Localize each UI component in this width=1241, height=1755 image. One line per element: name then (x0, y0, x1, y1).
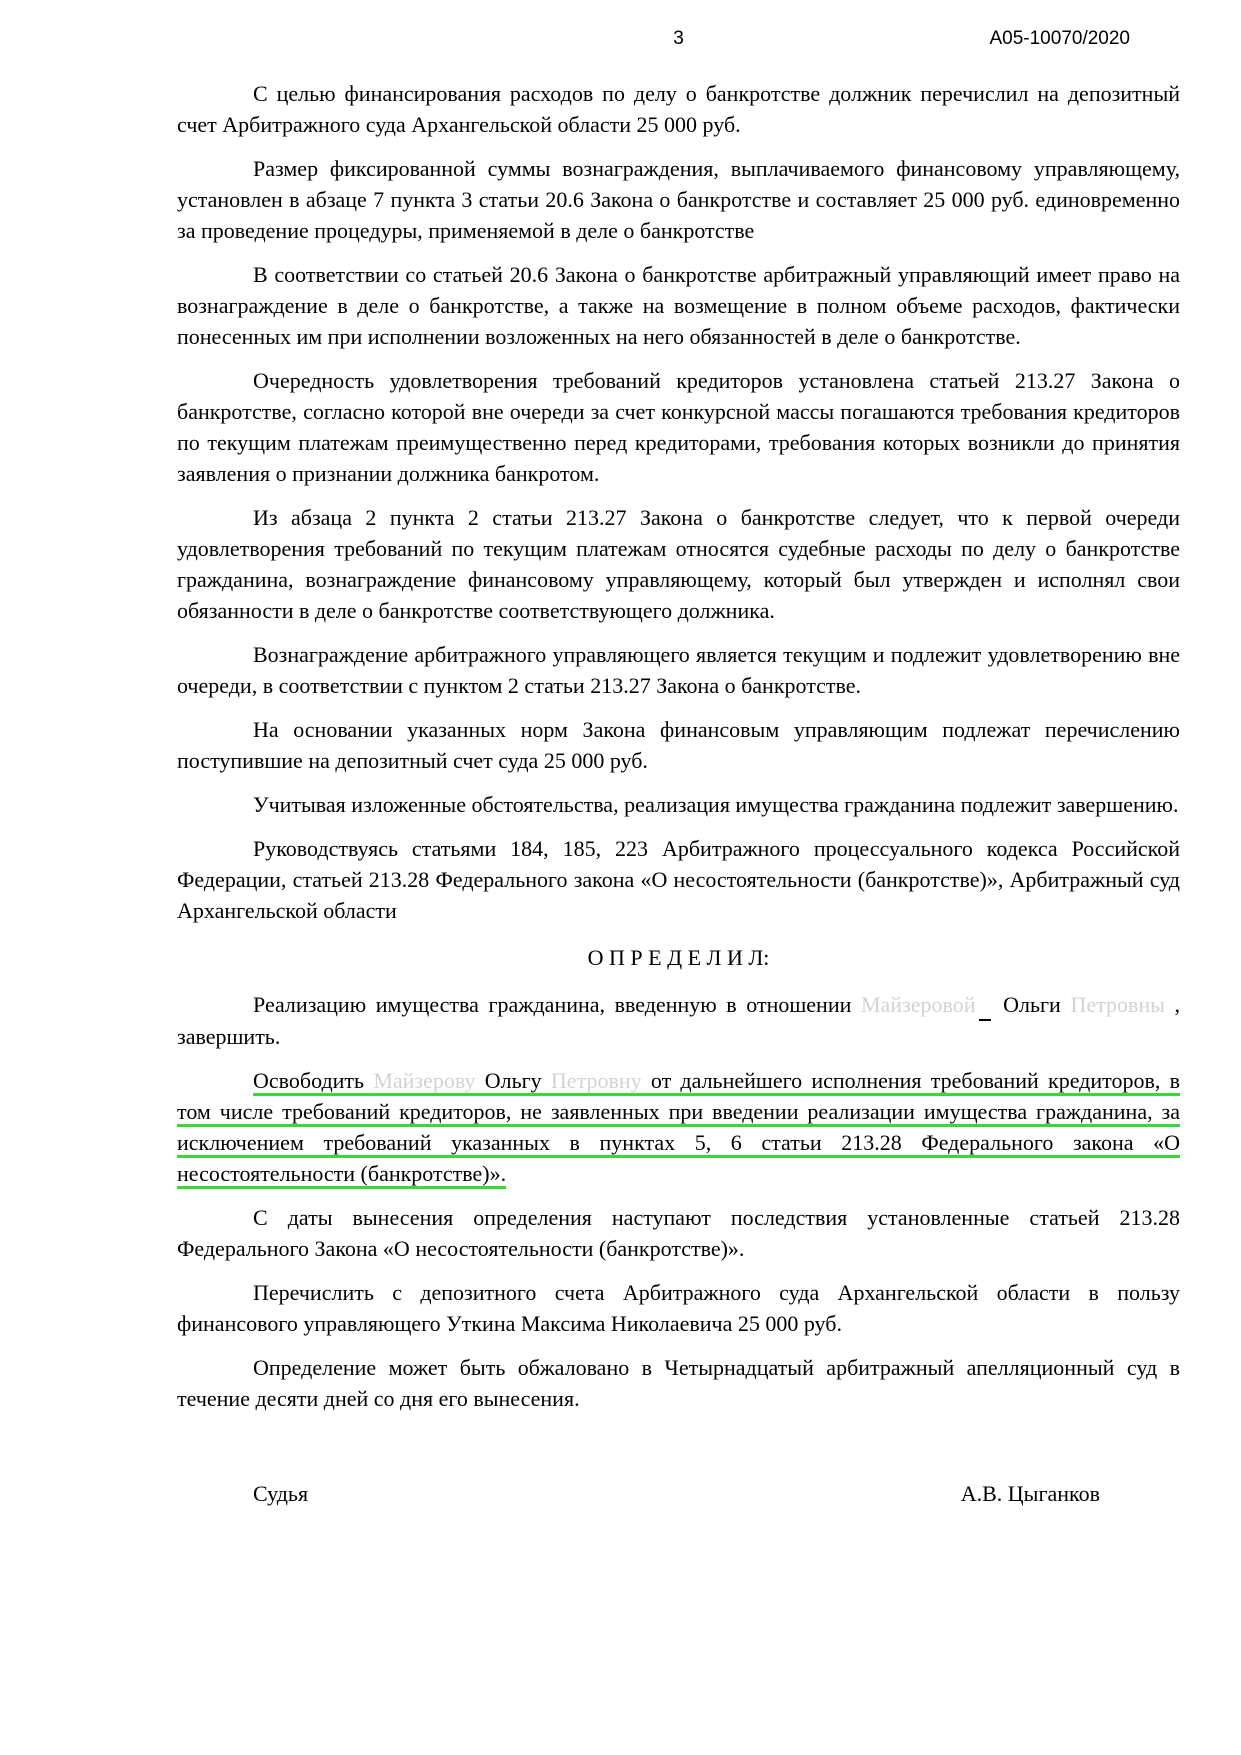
judge-name: А.В. Цыганков (960, 1481, 1100, 1506)
para-consequences (177, 1202, 1180, 1264)
text-segment: В соответствии со статьей 20.6 Закона о банкротстве арбитражный управляющий имеет право на вознаграждение в деле о банкротстве, а также на возмещение в полном объеме расходов, фактически понесенных им при исполнении возложенных на него обязанностей в деле о банкротстве. (177, 262, 1180, 349)
para-guided-by (177, 833, 1180, 926)
redacted-name: Майзеровой (860, 992, 976, 1017)
page-number: 3 (673, 28, 684, 49)
text-segment: Вознаграждение арбитражного управляющего является текущим и подлежит удовлетворению вне очереди, в соответствии с пунктом 2 статьи 213.27 Закона о банкротстве. (177, 642, 1180, 698)
signature-row (177, 1478, 1180, 1509)
para-transfer-to-manager (177, 714, 1180, 776)
text-segment: Из абзаца 2 пункта 2 статьи 213.27 Закона о банкротстве следует, что к первой очереди удовлетворения требований по текущим платежам относятся судебные расходы по делу о банкротстве гражданина, вознаграждение финансовому управляющему, который был утвержден и исполнял свои обязанности в деле о банкротстве соответствующего должника. (177, 505, 1180, 623)
para-financing-deposit (177, 78, 1180, 140)
text-segment: Определение может быть обжаловано в Четырнадцатый арбитражный апелляционный суд в течение десяти дней со дня его вынесения. (177, 1355, 1180, 1411)
judge-label: Судья (253, 1481, 309, 1506)
text-segment: Перечислить с депозитного счета Арбитражного суда Архангельской области в пользу финансового управляющего Уткина Максима Николаевича 25 000 руб. (177, 1280, 1180, 1336)
para-article-20-6 (177, 259, 1180, 352)
document-body (177, 78, 1180, 1414)
heading-opredelil (177, 942, 1180, 973)
para-appeal (177, 1352, 1180, 1414)
text-segment: Руководствуясь статьями 184, 185, 223 Арбитражного процессуального кодекса Российской Федерации, статьей 213.28 Федерального закона «О несостоятельности (банкротстве)», Арбитражный суд Архангельской области (177, 836, 1180, 923)
para-current-remuneration (177, 639, 1180, 701)
para-completion (177, 789, 1180, 820)
para-first-priority (177, 502, 1180, 626)
para-priority-213-27 (177, 365, 1180, 489)
para-realization-complete (177, 989, 1180, 1052)
text-segment: Освободить (253, 1068, 374, 1093)
text-segment: Размер фиксированной суммы вознаграждения, выплачиваемого финансовому управляющему, установлен в абзаце 7 пункта 3 статьи 20.6 Закона о банкротстве и составляет 25 000 руб. единовременно за проведение процедуры, применяемой в деле о банкротстве (177, 156, 1180, 243)
redacted-name: Петровны (1070, 992, 1165, 1017)
text-segment: На основании указанных норм Закона финансовым управляющим подлежат перечислению поступившие на депозитный счет суда 25 000 руб. (177, 717, 1180, 773)
para-release-from-obligations (177, 1065, 1180, 1189)
text-segment: Учитывая изложенные обстоятельства, реализация имущества гражданина подлежит завершению. (253, 792, 1179, 817)
case-number: А05-10070/2020 (989, 28, 1130, 49)
text-segment: Очередность удовлетворения требований кредиторов установлена статьей 213.27 Закона о банкротстве, согласно которой вне очереди за счет конкурсной массы погашаются требования кредиторов по текущим платежам преимущественно перед кредиторами, требования которых возникли до принятия заявления о признании должника банкротом. (177, 368, 1180, 486)
text-segment: Реализацию имущества гражданина, введенную в отношении (253, 992, 861, 1017)
text-segment: Ольги (993, 992, 1071, 1017)
stray-underscore-mark (979, 1019, 991, 1021)
text-segment: Ольгу (475, 1068, 551, 1093)
text-segment: , завершить. (177, 992, 1181, 1049)
redacted-name: Майзерову (373, 1068, 476, 1093)
text-segment: С целью финансирования расходов по делу о банкротстве должник перечислил на депозитный счет Арбитражного суда Архангельской области 25 000 руб. (177, 81, 1180, 137)
para-fixed-remuneration (177, 153, 1180, 246)
text-segment: С даты вынесения определения наступают последствия установленные статьей 213.28 Федерального Закона «О несостоятельности (банкротстве)». (177, 1205, 1180, 1261)
para-pay-utkin (177, 1277, 1180, 1339)
document-header (177, 26, 1180, 52)
redacted-name: Петровну (550, 1068, 642, 1093)
text-segment: О П Р Е Д Е Л И Л: (587, 945, 770, 970)
text-segment: от дальнейшего исполнения требований кредиторов, в том числе требований кредиторов, не заявленных при введении реализации имущества гражданина, за исключением требований указанных в пунктах 5, 6 статьи 213.28 Федерального закона «О несостоятельности (банкротстве)». (177, 1068, 1180, 1186)
